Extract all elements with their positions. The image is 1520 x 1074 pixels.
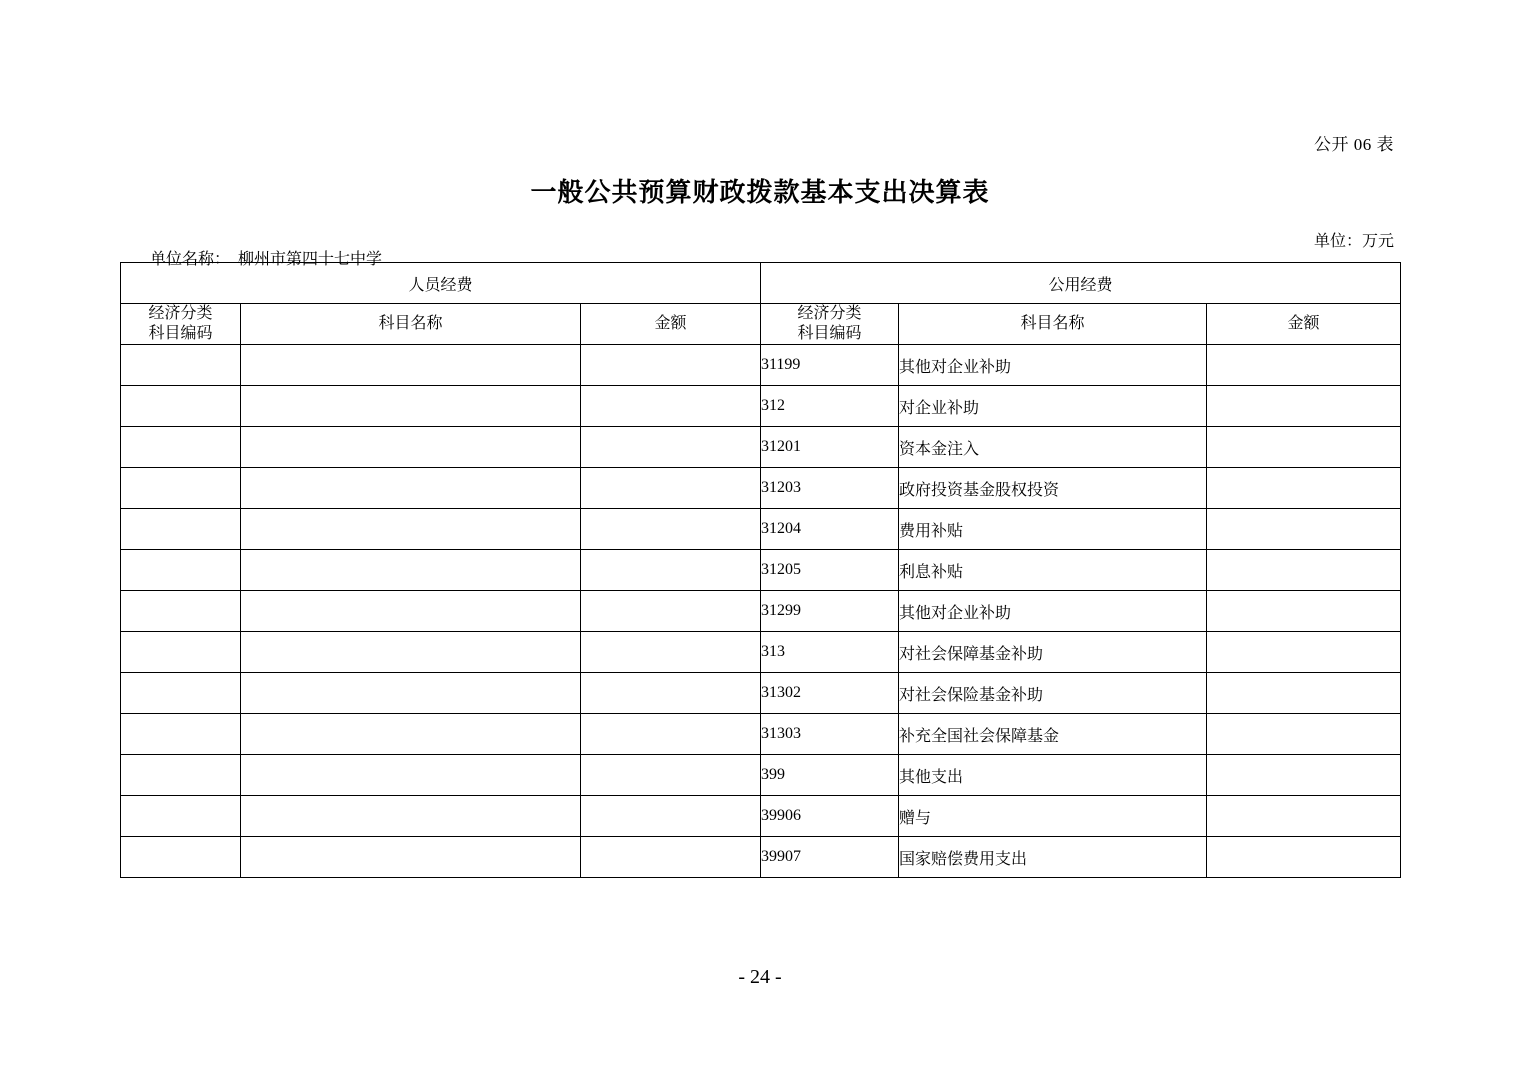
public-amount-cell — [1207, 509, 1401, 550]
personnel-amount-cell — [581, 673, 761, 714]
personnel-name-cell — [241, 755, 581, 796]
personnel-amount-cell — [581, 427, 761, 468]
personnel-code-cell — [121, 591, 241, 632]
personnel-amount-cell — [581, 386, 761, 427]
public-code-cell: 31299 — [761, 591, 899, 632]
table-row — [121, 386, 1401, 427]
public-name-cell: 补充全国社会保障基金 — [899, 714, 1207, 755]
public-amount-cell — [1207, 345, 1401, 386]
public-amount-cell — [1207, 673, 1401, 714]
page-number: - 24 - — [738, 966, 782, 988]
personnel-amount-cell — [581, 345, 761, 386]
public-amount-cell — [1207, 427, 1401, 468]
unit-name-label: 单位名称： — [150, 251, 231, 268]
personnel-code-cell — [121, 509, 241, 550]
public-code-cell: 31199 — [761, 345, 899, 386]
public-name-cell: 对企业补助 — [899, 386, 1207, 427]
public-name-cell: 政府投资基金股权投资 — [899, 468, 1207, 509]
personnel-name-cell — [241, 673, 581, 714]
personnel-code-cell — [121, 550, 241, 591]
personnel-amount-cell — [581, 468, 761, 509]
personnel-code-cell — [121, 632, 241, 673]
table-column-header-row — [121, 304, 1401, 345]
public-code-cell: 31205 — [761, 550, 899, 591]
public-name-cell: 利息补贴 — [899, 550, 1207, 591]
column-header-personnel-name: 科目名称 — [241, 304, 581, 345]
table-row — [121, 345, 1401, 386]
public-code-cell: 31201 — [761, 427, 899, 468]
personnel-amount-cell — [581, 632, 761, 673]
column-header-personnel-code-line1: 经济分类 — [148, 305, 213, 322]
public-name-cell: 对社会保障基金补助 — [899, 632, 1207, 673]
table-row — [121, 632, 1401, 673]
public-code-cell: 31302 — [761, 673, 899, 714]
public-code-cell: 312 — [761, 386, 899, 427]
personnel-name-cell — [241, 632, 581, 673]
column-header-public-code-line2: 科目编码 — [797, 325, 862, 342]
table-row — [121, 796, 1401, 837]
unit-name-value: 柳州市第四十七中学 — [238, 251, 383, 268]
column-header-personnel-code — [121, 304, 241, 345]
personnel-amount-cell — [581, 837, 761, 878]
column-header-personnel-amount: 金额 — [581, 304, 761, 345]
personnel-amount-cell — [581, 550, 761, 591]
personnel-name-cell — [241, 550, 581, 591]
public-name-cell: 其他对企业补助 — [899, 345, 1207, 386]
public-name-cell: 国家赔偿费用支出 — [899, 837, 1207, 878]
table-row — [121, 755, 1401, 796]
public-code-cell: 313 — [761, 632, 899, 673]
public-name-cell: 资本金注入 — [899, 427, 1207, 468]
public-code-cell: 31204 — [761, 509, 899, 550]
public-amount-cell — [1207, 755, 1401, 796]
public-code-cell: 31303 — [761, 714, 899, 755]
column-header-public-name: 科目名称 — [899, 304, 1207, 345]
column-header-public-code — [761, 304, 899, 345]
public-name-cell: 其他支出 — [899, 755, 1207, 796]
public-code-cell: 39907 — [761, 837, 899, 878]
public-name-cell: 费用补贴 — [899, 509, 1207, 550]
table-group-header-row — [121, 263, 1401, 304]
personnel-code-cell — [121, 673, 241, 714]
form-number: 公开 06 表 — [1314, 135, 1394, 154]
personnel-name-cell — [241, 591, 581, 632]
public-amount-cell — [1207, 632, 1401, 673]
personnel-name-cell — [241, 796, 581, 837]
public-name-cell: 赠与 — [899, 796, 1207, 837]
public-amount-cell — [1207, 550, 1401, 591]
table-row — [121, 427, 1401, 468]
personnel-code-cell — [121, 427, 241, 468]
personnel-name-cell — [241, 427, 581, 468]
personnel-name-cell — [241, 345, 581, 386]
personnel-name-cell — [241, 509, 581, 550]
table-body — [121, 345, 1401, 878]
public-amount-cell — [1207, 796, 1401, 837]
personnel-amount-cell — [581, 796, 761, 837]
public-amount-cell — [1207, 591, 1401, 632]
group-header-personnel: 人员经费 — [121, 263, 761, 304]
personnel-amount-cell — [581, 509, 761, 550]
table-row — [121, 591, 1401, 632]
personnel-name-cell — [241, 386, 581, 427]
public-name-cell: 其他对企业补助 — [899, 591, 1207, 632]
personnel-code-cell — [121, 714, 241, 755]
public-amount-cell — [1207, 386, 1401, 427]
budget-table — [120, 262, 1401, 878]
amount-unit: 单位：万元 — [1313, 233, 1394, 250]
public-code-cell: 31203 — [761, 468, 899, 509]
page-title: 一般公共预算财政拨款基本支出决算表 — [530, 178, 990, 207]
personnel-code-cell — [121, 345, 241, 386]
personnel-code-cell — [121, 796, 241, 837]
personnel-name-cell — [241, 837, 581, 878]
table-row — [121, 837, 1401, 878]
public-code-cell: 39906 — [761, 796, 899, 837]
personnel-name-cell — [241, 714, 581, 755]
personnel-name-cell — [241, 468, 581, 509]
personnel-amount-cell — [581, 714, 761, 755]
public-amount-cell — [1207, 837, 1401, 878]
table-row — [121, 673, 1401, 714]
personnel-amount-cell — [581, 591, 761, 632]
public-name-cell: 对社会保险基金补助 — [899, 673, 1207, 714]
table-row — [121, 509, 1401, 550]
public-code-cell: 399 — [761, 755, 899, 796]
personnel-amount-cell — [581, 755, 761, 796]
public-amount-cell — [1207, 468, 1401, 509]
table-row — [121, 714, 1401, 755]
personnel-code-cell — [121, 837, 241, 878]
personnel-code-cell — [121, 468, 241, 509]
group-header-public: 公用经费 — [761, 263, 1401, 304]
column-header-public-code-line1: 经济分类 — [797, 305, 862, 322]
public-amount-cell — [1207, 714, 1401, 755]
column-header-public-amount: 金额 — [1207, 304, 1401, 345]
table-row — [121, 550, 1401, 591]
table-row — [121, 468, 1401, 509]
personnel-code-cell — [121, 755, 241, 796]
column-header-personnel-code-line2: 科目编码 — [148, 325, 213, 342]
personnel-code-cell — [121, 386, 241, 427]
